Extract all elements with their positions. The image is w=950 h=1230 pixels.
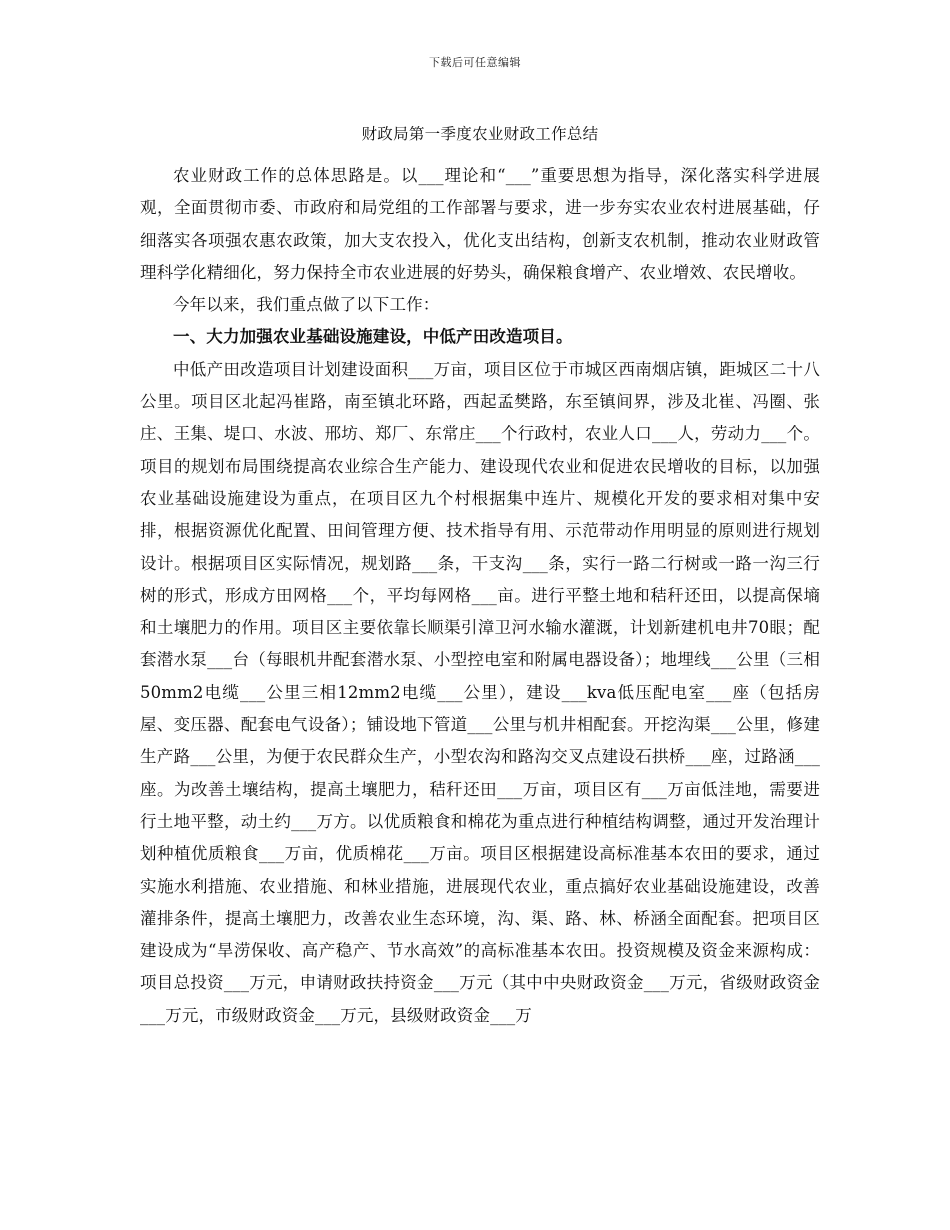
header-note: 下载后可任意编辑 [429, 56, 521, 69]
section-heading-1: 一、大力加强农业基础设施建设，中低产田改造项目。 [173, 327, 573, 347]
paragraph-project-details: 中低产田改造项目计划建设面积___万亩，项目区位于市城区西南烟店镇，距城区二十八公里。项目区北起冯崔路，南至镇北环路，西起孟樊路，东至镇间界，涉及北崔、冯圈、张庄、王集、堤口、水波、邢坊、郑厂、东常庄___个行政村，农业人口___人，劳动力___个。项目的规划布局围绕提高农业综合生产能力、建设现代农业和促进农民增收的目标，以加强农业基础设施建设为重点，在项目区九个村根据集中连片、规模化开发的要求相对集中安排，根据资源优化配置、田间管理方便、技术指导有用、示范带动作用明显的原则进行规划设计。根据项目区实际情况，规划路___条，干支沟___条，实行一路二行树或一路一沟三行树的形式，形成方田网格___个，平均每网格___亩。进行平整土地和秸秆还田，以提高保墒和土壤肥力的作用。项目区主要依靠长顺渠引漳卫河水输水灌溉，计划新建机电井70眼；配套潜水泵___台（每眼机井配套潜水泵、小型控电室和附属电器设备）；地埋线___公里（三相50mm2电缆___公里三相12mm2电缆___公里），建设___kva低压配电室___座（包括房屋、变压器、配套电气设备）；铺设地下管道___公里与机井相配套。开挖沟渠___公里，修建生产路___公里，为便于农民群众生产，小型农沟和路沟交叉点建设石拱桥___座，过路涵___座。为改善土壤结构，提高土壤肥力，秸秆还田___万亩，项目区有___万亩低洼地，需要进行土地平整，动土约___万方。以优质粮食和棉花为重点进行种植结构调整，通过开发治理计划种植优质粮食___万亩，优质棉花___万亩。项目区根据建设高标准基本农田的要求，通过实施水利措施、农业措施、和林业措施，进展现代农业，重点搞好农业基础设施建设，改善灌排条件，提高土壤肥力，改善农业生态环境，沟、渠、路、林、桥涵全面配套。把项目区建设成为“旱涝保收、高产稳产、节水高效”的高标准基本农田。投资规模及资金来源构成：项目总投资___万元，申请财政扶持资金___万元（其中中央财政资金___万元，省级财政资金___万元，市级财政资金___万元，县级财政资金___万 [140, 359, 820, 1025]
paragraph-work-intro: 今年以来，我们重点做了以下工作： [173, 295, 440, 315]
document-body [140, 118, 820, 1032]
document-title: 财政局第一季度农业财政工作总结 [361, 125, 599, 143]
paragraph-intro: 农业财政工作的总体思路是。以___理论和“___”重要思想为指导，深化落实科学进展观，全面贯彻市委、市政府和局党组的工作部署与要求，进一步夯实农业农村进展基础，仔细落实各项强农惠农政策，加大支农投入，优化支出结构，创新支农机制，推动农业财政管理科学化精细化，努力保持全市农业进展的好势头，确保粮食增产、农业增效、农民增收。 [140, 166, 820, 282]
